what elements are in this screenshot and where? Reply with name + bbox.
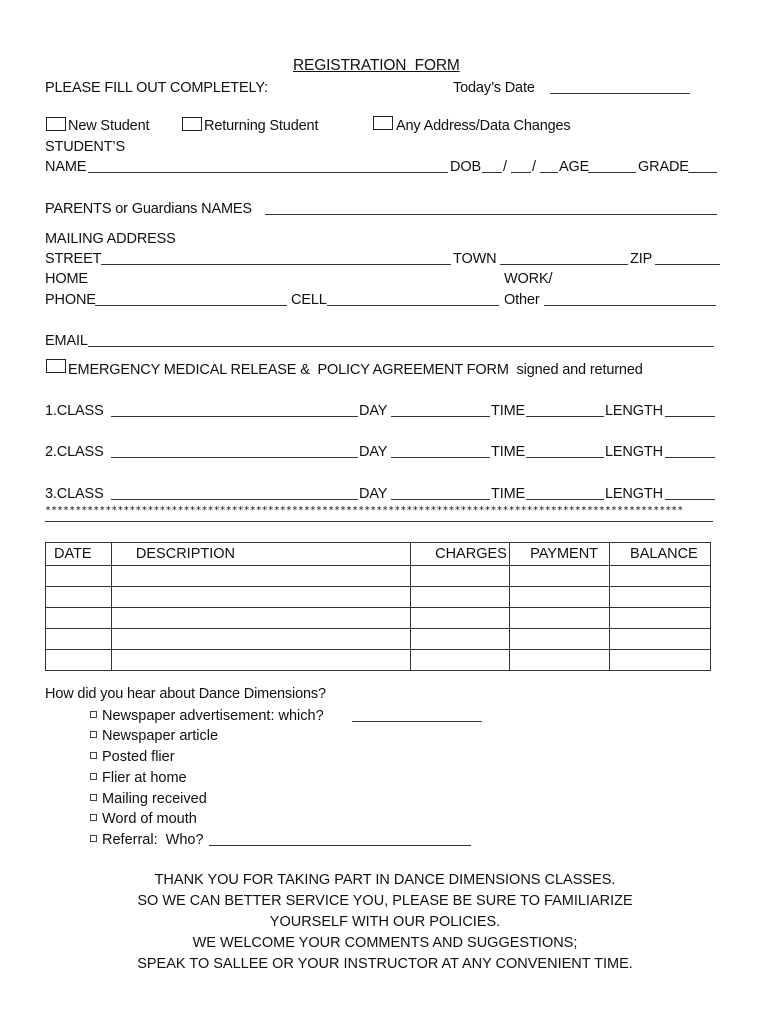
- cell-phone-field[interactable]: [327, 291, 499, 306]
- age-label: AGE: [559, 159, 590, 175]
- time-label: TIME: [491, 486, 526, 502]
- table-row: [46, 587, 711, 608]
- dob-separator-1: /: [503, 159, 507, 175]
- survey-option-newspaper-article[interactable]: [90, 727, 218, 745]
- day-label: DAY: [359, 444, 388, 460]
- payment-cell[interactable]: [510, 608, 610, 629]
- charges-cell[interactable]: [411, 587, 510, 608]
- other-label: Other: [504, 292, 540, 308]
- length-label: LENGTH: [605, 403, 663, 419]
- time-field[interactable]: [526, 402, 604, 417]
- description-column-header: DESCRIPTION: [111, 543, 410, 566]
- option-label: Newspaper advertisement: which?: [102, 708, 324, 724]
- table-row: [46, 650, 711, 671]
- payment-cell[interactable]: [510, 587, 610, 608]
- payment-column-header: PAYMENT: [510, 543, 610, 566]
- returning-student-checkbox[interactable]: [182, 117, 202, 131]
- todays-date-label: Today’s Date: [453, 80, 535, 96]
- asterisk-separator: **********************************************************************************************************: [45, 505, 684, 516]
- description-cell[interactable]: [111, 650, 410, 671]
- students-label: STUDENT’S: [45, 139, 126, 155]
- day-field[interactable]: [391, 402, 490, 417]
- description-cell[interactable]: [111, 587, 410, 608]
- home-phone-field[interactable]: [95, 291, 287, 306]
- todays-date-field[interactable]: [550, 79, 690, 94]
- day-field[interactable]: [391, 443, 490, 458]
- option-label: Posted flier: [102, 749, 175, 765]
- time-field[interactable]: [526, 485, 604, 500]
- medical-release-checkbox[interactable]: [46, 359, 66, 373]
- date-cell[interactable]: [46, 608, 112, 629]
- class-field[interactable]: [111, 485, 358, 500]
- charges-cell[interactable]: [411, 629, 510, 650]
- balance-cell[interactable]: [610, 608, 711, 629]
- home-label: HOME: [45, 271, 88, 287]
- survey-option-flier-at-home[interactable]: [90, 769, 187, 787]
- balance-column-header: BALANCE: [610, 543, 711, 566]
- town-field[interactable]: [500, 250, 628, 265]
- length-field[interactable]: [665, 443, 715, 458]
- charges-cell[interactable]: [411, 566, 510, 587]
- checkbox-icon[interactable]: [90, 794, 97, 801]
- payment-cell[interactable]: [510, 566, 610, 587]
- description-cell[interactable]: [111, 608, 410, 629]
- option-label: Newspaper article: [102, 728, 219, 744]
- option-label: Referral: Who?: [102, 832, 204, 848]
- survey-option-mailing[interactable]: [90, 790, 207, 808]
- work-label: WORK/: [504, 271, 553, 287]
- name-label: NAME: [45, 159, 87, 175]
- checkbox-icon[interactable]: [90, 814, 97, 821]
- length-field[interactable]: [665, 402, 715, 417]
- class-field[interactable]: [111, 443, 358, 458]
- time-label: TIME: [491, 444, 526, 460]
- town-label: TOWN: [453, 251, 497, 267]
- returning-student-label: Returning Student: [204, 118, 319, 134]
- length-field[interactable]: [665, 485, 715, 500]
- mailing-address-label: MAILING ADDRESS: [45, 231, 176, 247]
- parents-label: PARENTS or Guardians NAMES: [45, 201, 252, 217]
- grade-field[interactable]: [688, 158, 717, 173]
- newspaper-which-field[interactable]: [352, 707, 482, 722]
- zip-field[interactable]: [655, 250, 720, 265]
- divider-line: [45, 521, 713, 522]
- day-label: DAY: [359, 403, 388, 419]
- charges-cell[interactable]: [411, 650, 510, 671]
- referral-who-field[interactable]: [209, 831, 471, 846]
- dob-month-field[interactable]: [482, 158, 502, 173]
- new-student-checkbox[interactable]: [46, 117, 66, 131]
- option-label: Mailing received: [102, 791, 207, 807]
- email-label: EMAIL: [45, 333, 88, 349]
- new-student-label: New Student: [68, 118, 150, 134]
- cell-label: CELL: [291, 292, 327, 308]
- payment-cell[interactable]: [510, 629, 610, 650]
- survey-option-posted-flier[interactable]: [90, 748, 175, 766]
- time-field[interactable]: [526, 443, 604, 458]
- class-field[interactable]: [111, 402, 358, 417]
- checkbox-icon[interactable]: [90, 773, 97, 780]
- checkbox-icon[interactable]: [90, 752, 97, 759]
- grade-label: GRADE: [638, 159, 689, 175]
- option-label: Word of mouth: [102, 811, 197, 827]
- class-label: 3.CLASS: [45, 486, 104, 502]
- parents-field[interactable]: [265, 200, 717, 215]
- date-column-header: DATE: [46, 543, 112, 566]
- footer-line: SPEAK TO SALLEE OR YOUR INSTRUCTOR AT ANY CONVENIENT TIME.: [137, 956, 633, 972]
- dob-separator-2: /: [532, 159, 536, 175]
- length-label: LENGTH: [605, 486, 663, 502]
- checkbox-icon[interactable]: [90, 711, 97, 718]
- dob-year-field[interactable]: [540, 158, 558, 173]
- medical-release-label: EMERGENCY MEDICAL RELEASE & POLICY AGREEMENT FORM signed and returned: [68, 362, 643, 378]
- survey-option-referral[interactable]: [90, 831, 204, 849]
- description-cell[interactable]: [111, 566, 410, 587]
- footer-line: WE WELCOME YOUR COMMENTS AND SUGGESTIONS;: [192, 935, 578, 951]
- page-title: REGISTRATION FORM: [293, 57, 460, 74]
- balance-cell[interactable]: [610, 650, 711, 671]
- charges-column-header: CHARGES: [411, 543, 510, 566]
- table-row: [46, 608, 711, 629]
- work-phone-field[interactable]: [544, 291, 716, 306]
- date-cell[interactable]: [46, 629, 112, 650]
- balance-cell[interactable]: [610, 566, 711, 587]
- checkbox-icon[interactable]: [90, 835, 97, 842]
- survey-option-word-of-mouth[interactable]: [90, 810, 197, 828]
- day-label: DAY: [359, 486, 388, 502]
- account-ledger-table: [45, 542, 711, 671]
- table-row: [46, 566, 711, 587]
- footer-line: THANK YOU FOR TAKING PART IN DANCE DIMENSIONS CLASSES.: [154, 872, 616, 888]
- address-changes-checkbox[interactable]: [373, 116, 393, 130]
- charges-cell[interactable]: [411, 608, 510, 629]
- date-cell[interactable]: [46, 566, 112, 587]
- table-row: [46, 629, 711, 650]
- checkbox-icon[interactable]: [90, 731, 97, 738]
- street-label: STREET: [45, 251, 102, 267]
- footer-line: YOURSELF WITH OUR POLICIES.: [269, 914, 501, 930]
- phone-label: PHONE: [45, 292, 96, 308]
- ledger-header-row: [46, 543, 711, 566]
- date-cell[interactable]: [46, 650, 112, 671]
- footer-line: SO WE CAN BETTER SERVICE YOU, PLEASE BE SURE TO FAMILIARIZE: [137, 893, 633, 909]
- description-cell[interactable]: [111, 629, 410, 650]
- dob-label: DOB: [450, 159, 481, 175]
- option-label: Flier at home: [102, 770, 187, 786]
- date-cell[interactable]: [46, 587, 112, 608]
- survey-question: How did you hear about Dance Dimensions?: [45, 686, 326, 702]
- dob-day-field[interactable]: [511, 158, 531, 173]
- email-field[interactable]: [88, 332, 714, 347]
- class-label: 1.CLASS: [45, 403, 104, 419]
- payment-cell[interactable]: [510, 650, 610, 671]
- student-name-field[interactable]: [88, 158, 448, 173]
- age-field[interactable]: [588, 158, 636, 173]
- fill-out-instruction: PLEASE FILL OUT COMPLETELY:: [45, 80, 268, 96]
- time-label: TIME: [491, 403, 526, 419]
- address-changes-label: Any Address/Data Changes: [396, 118, 571, 134]
- balance-cell[interactable]: [610, 587, 711, 608]
- zip-label: ZIP: [630, 251, 653, 267]
- balance-cell[interactable]: [610, 629, 711, 650]
- day-field[interactable]: [391, 485, 490, 500]
- length-label: LENGTH: [605, 444, 663, 460]
- class-label: 2.CLASS: [45, 444, 104, 460]
- survey-option-newspaper-ad[interactable]: [90, 707, 324, 725]
- street-field[interactable]: [101, 250, 451, 265]
